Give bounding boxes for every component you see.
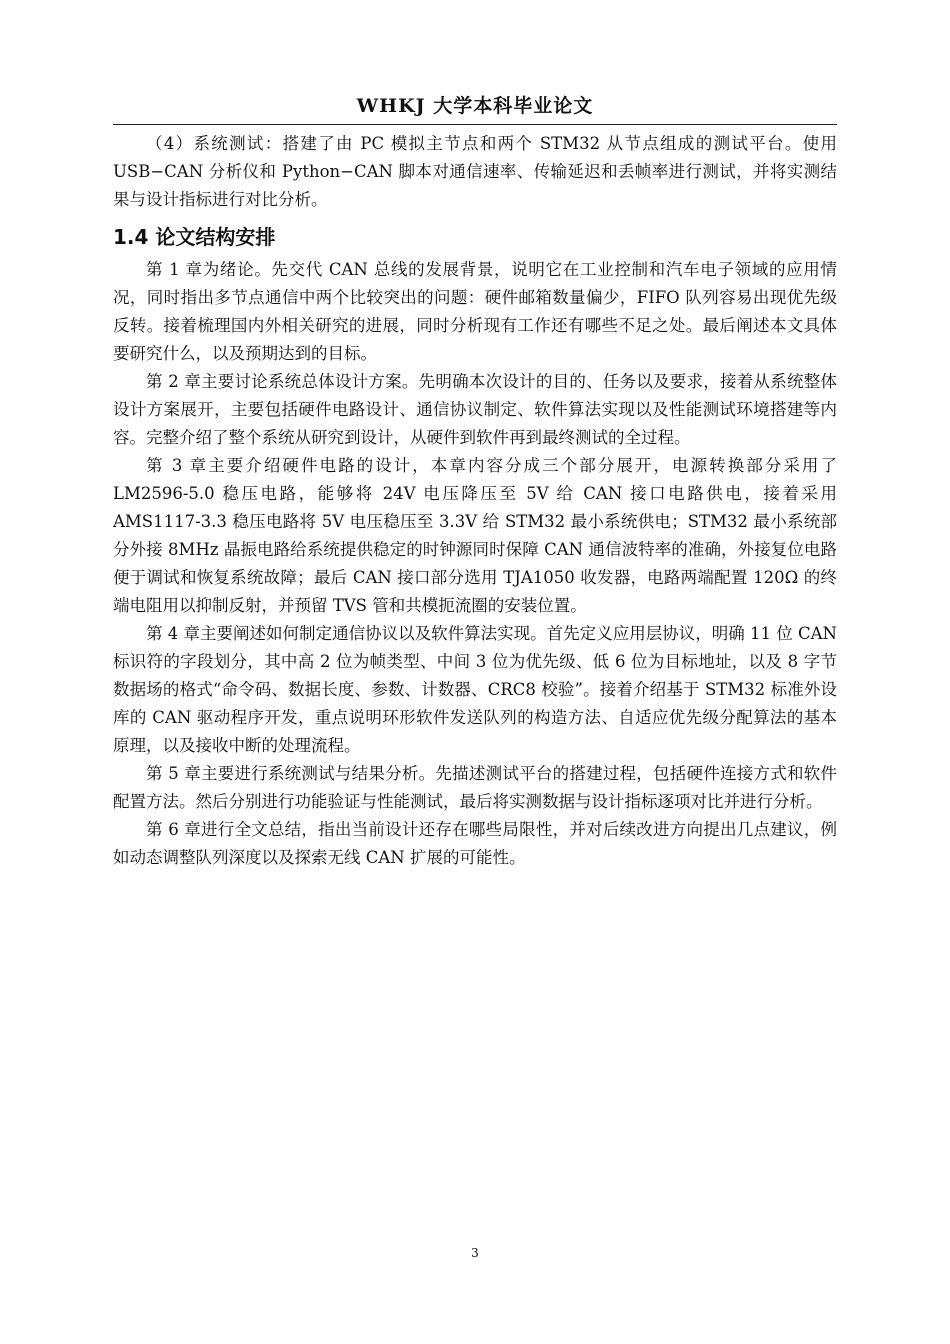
chapter-1-paragraph: 第 1 章为绪论。先交代 CAN 总线的发展背景，说明它在工业控制和汽车电子领域的应用情况，同时指出多节点通信中两个比较突出的问题：硬件邮箱数量偏少，FIFO 队列容易出现优先级反转。接着梳理国内外相关研究的进展，同时分析现有工作还有哪些不足之处。最后阐述本文具体要研究什么，以及预期达到的目标。 [113, 260, 837, 363]
intro-paragraph: （4）系统测试：搭建了由 PC 模拟主节点和两个 STM32 从节点组成的测试平台。使用 USB−CAN 分析仪和 Python−CAN 脚本对通信速率、传输延迟和丢帧率进行测试，并将实测结果与设计指标进行对比分析。 [113, 134, 837, 209]
page-header: WHKJ 大学本科毕业论文 [113, 88, 837, 125]
chapter-5-paragraph: 第 5 章主要进行系统测试与结果分析。先描述测试平台的搭建过程，包括硬件连接方式和软件配置方法。然后分别进行功能验证与性能测试，最后将实测数据与设计指标逐项对比并进行分析。 [113, 764, 837, 811]
chapter-6-paragraph: 第 6 章进行全文总结，指出当前设计还存在哪些局限性，并对后续改进方向提出几点建议，例如动态调整队列深度以及探索无线 CAN 扩展的可能性。 [113, 820, 837, 867]
page-number: 3 [471, 1246, 479, 1260]
chapter-2-paragraph: 第 2 章主要讨论系统总体设计方案。先明确本次设计的目的、任务以及要求，接着从系统整体设计方案展开，主要包括硬件电路设计、通信协议制定、软件算法实现以及性能测试环境搭建等内容。完整介绍了整个系统从研究到设计，从硬件到软件再到最终测试的全过程。 [113, 372, 837, 447]
section-heading: 1.4 论文结构安排 [113, 225, 276, 249]
page-content [113, 130, 837, 872]
chapter-4-paragraph: 第 4 章主要阐述如何制定通信协议以及软件算法实现。首先定义应用层协议，明确 11 位 CAN 标识符的字段划分，其中高 2 位为帧类型、中间 3 位为优先级、低 6 位为目标地址，以及 8 字节数据场的格式“命令码、数据长度、参数、计数器、CRC8 校验”。接着介绍基于 STM32 标准外设库的 CAN 驱动程序开发，重点说明环形软件发送队列的构造方法、自适应优先级分配算法的基本原理，以及接收中断的处理流程。 [113, 624, 837, 755]
chapter-3-paragraph: 第 3 章主要介绍硬件电路的设计，本章内容分成三个部分展开，电源转换部分采用了 LM2596-5.0 稳压电路，能够将 24V 电压降压至 5V 给 CAN 接口电路供电，接着采用 AMS1117-3.3 稳压电路将 5V 电压稳压至 3.3V 给 STM32 最小系统供电；STM32 最小系统部分外接 8MHz 晶振电路给系统提供稳定的时钟源同时保障 CAN 通信波特率的准确，外接复位电路便于调试和恢复系统故障；最后 CAN 接口部分选用 TJA1050 收发器，电路两端配置 120Ω 的终端电阻用以抑制反射，并预留 TVS 管和共模扼流圈的安装位置。 [113, 456, 837, 615]
